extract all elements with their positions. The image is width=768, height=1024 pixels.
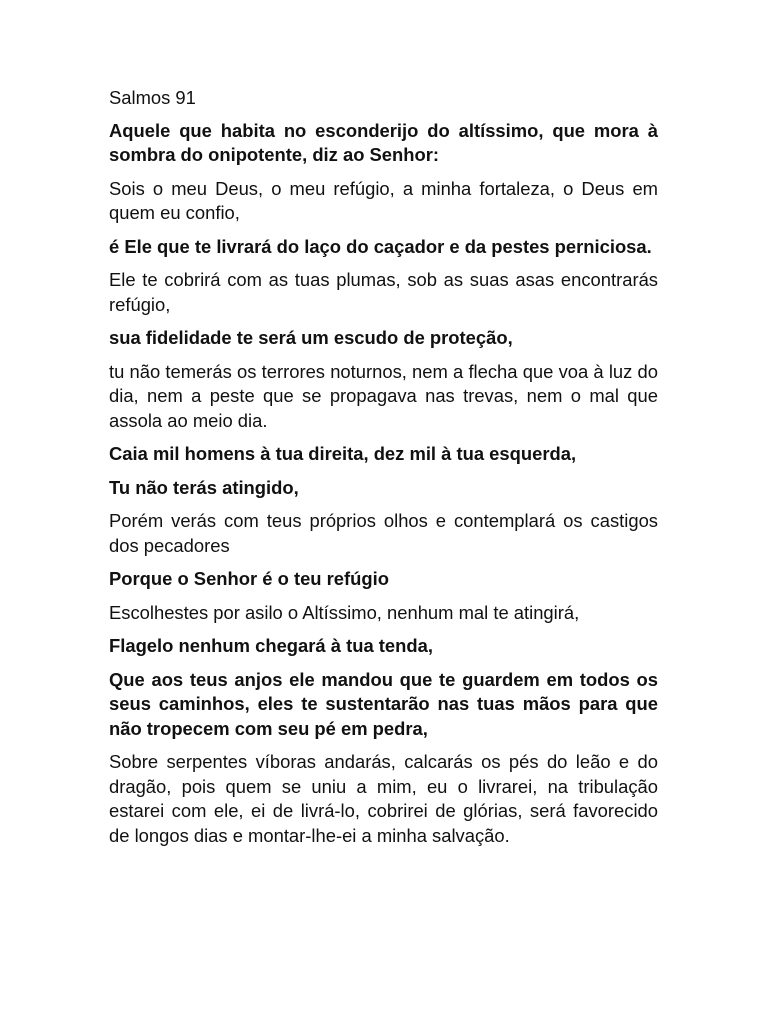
paragraph-13: Que aos teus anjos ele mandou que te guardem em todos os seus caminhos, eles te sustentarão nas tuas mãos para que não tropecem com seu pé em pedra,	[109, 668, 658, 739]
paragraph-11: Escolhestes por asilo o Altíssimo, nenhum mal te atingirá,	[109, 601, 580, 623]
paragraph-10: Porque o Senhor é o teu refúgio	[109, 568, 389, 589]
paragraph-5: sua fidelidade te será um escudo de proteção,	[109, 327, 513, 348]
paragraph-8: Tu não terás atingido,	[109, 476, 299, 498]
paragraph-4: Ele te cobrirá com as tuas plumas, sob as suas asas encontrarás refúgio,	[109, 269, 658, 315]
paragraph-7: Caia mil homens à tua direita, dez mil à tua esquerda,	[109, 443, 577, 464]
paragraph-14: Sobre serpentes víboras andarás, calcarás os pés do leão e do dragão, pois quem se uniu a mim, eu o livrarei, na tribulação estarei com ele, ei de livrá-lo, cobrirei de glórias, será favorecido de longos dias e montar-lhe-ei a minha salvação.	[109, 751, 658, 846]
paragraph-1: Aquele que habita no esconderijo do altíssimo, que mora à sombra do onipotente, diz ao Senhor:	[109, 119, 658, 165]
paragraph-2: Sois o meu Deus, o meu refúgio, a minha fortaleza, o Deus em quem eu confio,	[109, 177, 658, 223]
document-page	[109, 86, 658, 857]
paragraph-12: Flagelo nenhum chegará à tua tenda,	[109, 635, 433, 656]
paragraph-6: tu não temerás os terrores noturnos, nem a flecha que voa à luz do dia, nem a peste que se propagava nas trevas, nem o mal que assola ao meio dia.	[109, 360, 658, 431]
paragraph-9: Porém verás com teus próprios olhos e contemplará os castigos dos pecadores	[109, 510, 658, 556]
paragraph-3: é Ele que te livrará do laço do caçador e da pestes perniciosa.	[109, 235, 652, 257]
document-title: Salmos 91	[109, 87, 196, 108]
